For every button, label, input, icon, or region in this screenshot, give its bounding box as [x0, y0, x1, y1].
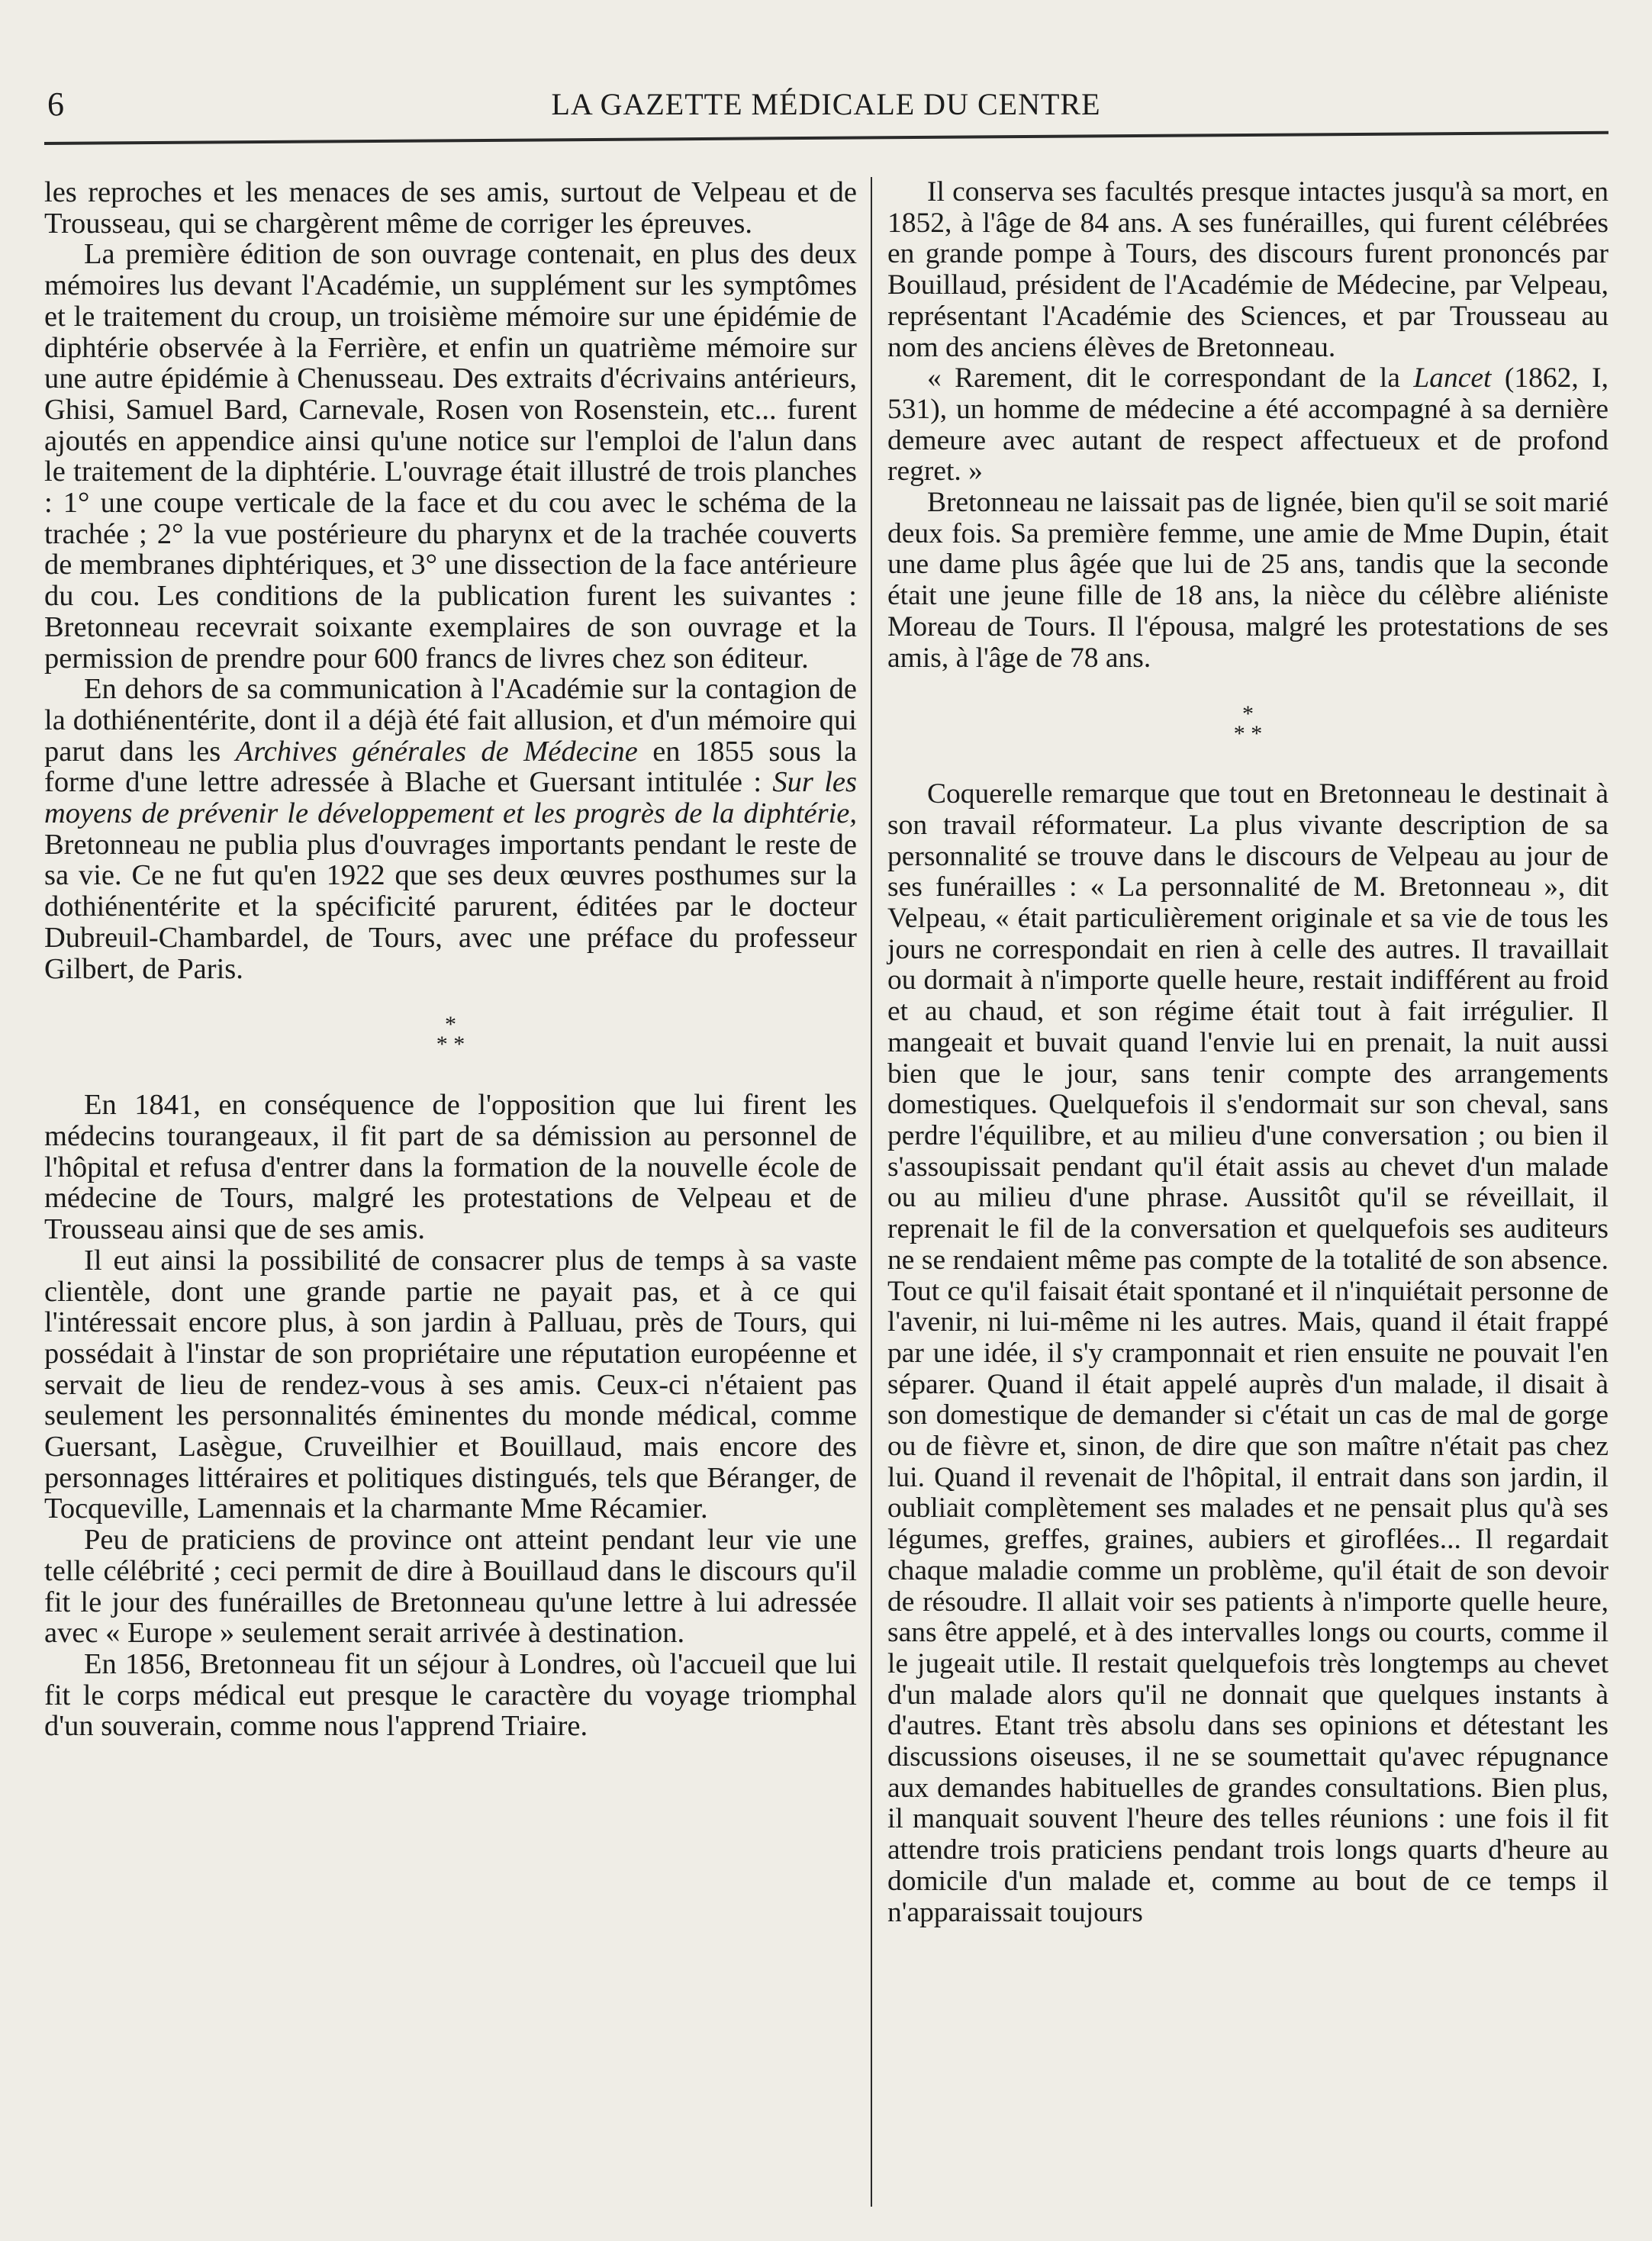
asterism-bottom: * *	[436, 1032, 465, 1058]
paragraph: Il eut ainsi la possibilité de consacrer plus de temps à sa vaste clientèle, dont une grande partie ne payait pas, et à ce qui l'intéressait encore plus, à son jardin à Palluau, près de Tours, qui possédait à l'instar de son propriétaire une réputation européenne et servait de lieu de rendez-vous à ses amis. Ceux-ci n'étaient pas seulement les personnalités éminentes du monde médical, comme Guersant, Lasègue, Cruveilhier et Bouillaud, mais encore des personnages littéraires et politiques distingués, tels que Béranger, de Tocqueville, Lamennais et la charmante Mme Récamier.	[44, 1244, 857, 1525]
paragraph: En 1841, en conséquence de l'opposition que lui firent les médecins tourangeaux, il fit part de sa démission au personnel de l'hôpital et refusa d'entrer dans la formation de la nouvelle école de médecine de Tours, malgré les protestations de Velpeau et de Trousseau ainsi que de ses amis.	[44, 1089, 857, 1246]
asterism-top: *	[445, 1012, 456, 1038]
text-run: En dehors de sa communication à l'Académie sur la contagion de la dothiénentérite, dont il a déjà été fait allusion, et d'un mémoire qui parut dans les	[44, 673, 857, 768]
text-run: « Rarement, dit le correspondant de la	[927, 362, 1414, 394]
asterism-top: *	[1242, 701, 1254, 727]
paragraph: Coquerelle remarque que tout en Bretonneau le destinait à son travail réformateur. La plus vivante description de sa personnalité se trouve dans le discours de Velpeau au jour de ses funérailles : « La personnalité de M. Bretonneau », dit Velpeau, « était particulièrement originale et sa vie de tous les jours ne correspondait en rien à celle des autres. Il travaillait ou dormait à n'importe quelle heure, restait indifférent au froid et au chaud, et son régime était tout à fait irrégulier. Il mangeait et buvait quand l'envie lui en prenait, la nuit aussi bien que le jour, sans tenir compte des arrangements domestiques. Quelquefois il s'endormait sur son cheval, sans perdre l'équilibre, et au milieu d'une conversation ; ou bien il s'assoupissait pendant qu'il était assis au chevet d'un malade ou au milieu d'une phrase. Aussitôt qu'il se réveillait, il reprenait le fil de la conversation et quelquefois ses auditeurs ne se rendaient même pas compte de la totalité de son absence. Tout ce qu'il faisait était spontané et il n'inquiétait personne de l'avenir, ni lui-même ni les autres. Mais, quand il était frappé par une idée, il s'y cramponnait et rien ensuite ne pouvait l'en séparer. Quand il était appelé auprès d'un malade, il disait à son domestique de demander si c'était un cas de mal de gorge ou de fièvre et, sinon, de dire que son maître n'était pas chez lui. Quand il revenait de l'hôpital, il entrait dans son jardin, il oubliait complètement ses malades et ne pensait plus qu'à ses légumes, greffes, graines, aubiers et giroflées... Il regardait chaque maladie comme un problème, qu'il était de son devoir de résoudre. Il allait voir ses patients à n'importe quelle heure, sans être appelé, et à des intervalles longs ou courts, comme il le jugeait utile. Il restait quelquefois très longtemps au chevet d'un malade alors qu'il ne donnait que quelques instants à d'autres. Etant très absolu dans ses opinions et détestant les discussions oiseuses, il ne se soumettait qu'avec répugnance aux demandes habituelles de grandes consultations. Bien plus, il manquait souvent l'heure des telles réunions : une fois il fit attendre trois praticiens pendant trois longs quarts d'heure au domicile d'un malade et, comme au bout de ce temps il n'apparaissait toujours	[887, 778, 1609, 1928]
paragraph	[44, 674, 857, 984]
left-column	[44, 177, 857, 1742]
paragraph: Peu de praticiens de province ont atteint pendant leur vie une telle célébrité ; ceci permit de dire à Bouillaud dans le discours qu'il fit le jour des funérailles de Bretonneau qu'une lettre à lui adressée avec « Europe » seulement serait arrivée à destination.	[44, 1524, 857, 1650]
italic-title: Lancet	[1413, 362, 1492, 394]
paragraph: La première édition de son ouvrage contenait, en plus des deux mémoires lus devant l'Académie, un supplément sur les symptômes et le traitement du croup, un troisième mémoire sur une épidémie de diphtérie observée à la Ferrière, et enfin un quatrième mémoire sur une autre épidémie à Chenusseau. Des extraits d'écrivains antérieurs, Ghisi, Samuel Bard, Carnevale, Rosen von Rosenstein, etc... furent ajoutés en appendice ainsi qu'une notice sur l'emploi de l'alun dans le traitement de la diphtérie. L'ouvrage était illustré de trois planches : 1° une coupe verticale de la face et du cou avec le schéma de la trachée ; 2° la vue postérieure du pharynx et de la trachée couverts de membranes diphtériques, et 3° une dissection de la face antérieure du cou. Les conditions de la publication furent les suivantes : Bretonneau recevrait soixante exemplaires de son ouvrage et la permission de prendre pour 600 francs de livres chez son éditeur.	[44, 238, 857, 675]
text-run: en 1855 sous la forme d'une lettre adressée à Blache et Guersant intitulée :	[44, 735, 858, 799]
text-run: Bretonneau ne publia plus d'ouvrages importants pendant le reste de sa vie. Ce ne fut qu'en 1922 que ses deux œuvres posthumes sur la dothiénentérite et la spécificité parurent, éditées par le docteur Dubreuil-Chambardel, de Tours, avec une préface du professeur Gilbert, de Paris.	[44, 828, 857, 985]
quote-paragraph	[887, 363, 1609, 488]
paragraph: En 1856, Bretonneau fit un séjour à Londres, où l'accueil que lui fit le corps médical eut presque le caractère du voyage triomphal d'un souverain, comme nous l'apprend Triaire.	[44, 1647, 857, 1743]
asterism-bottom: * *	[1233, 721, 1263, 747]
text-run: (1862, I, 531), un homme de médecine a été accompagné à sa dernière demeure avec autant de respect affectueux et de profond regret. »	[887, 362, 1609, 488]
right-column	[887, 177, 1609, 1928]
running-title: LA GAZETTE MÉDICALE DU CENTRE	[551, 87, 1101, 121]
page-header	[0, 85, 1652, 139]
section-asterism	[887, 701, 1609, 747]
page-number: 6	[47, 85, 64, 123]
italic-title: Sur les moyens de prévenir le développement et les progrès de la diphtérie,	[44, 766, 858, 830]
section-asterism	[44, 1012, 857, 1058]
paragraph: Bretonneau ne laissait pas de lignée, bien qu'il se soit marié deux fois. Sa première femme, une amie de Mme Dupin, était une dame plus âgée que lui de 25 ans, tandis que la seconde était une jeune fille de 18 ans, la nièce du célèbre aliéniste Moreau de Tours. Il l'épousa, malgré les protestations de ses amis, à l'âge de 78 ans.	[887, 487, 1609, 674]
paragraph: Il conserva ses facultés presque intactes jusqu'à sa mort, en 1852, à l'âge de 84 ans. A ses funérailles, qui furent célébrées en grande pompe à Tours, des discours furent prononcés par Bouillaud, président de l'Académie de Médecine, par Velpeau, représentant l'Académie des Sciences, et par Trousseau au nom des anciens élèves de Bretonneau.	[887, 176, 1609, 363]
column-divider	[871, 177, 872, 2207]
paragraph: les reproches et les menaces de ses amis, surtout de Velpeau et de Trousseau, qui se chargèrent même de corriger les épreuves.	[44, 176, 857, 240]
italic-title: Archives générales de Médecine	[235, 735, 638, 768]
